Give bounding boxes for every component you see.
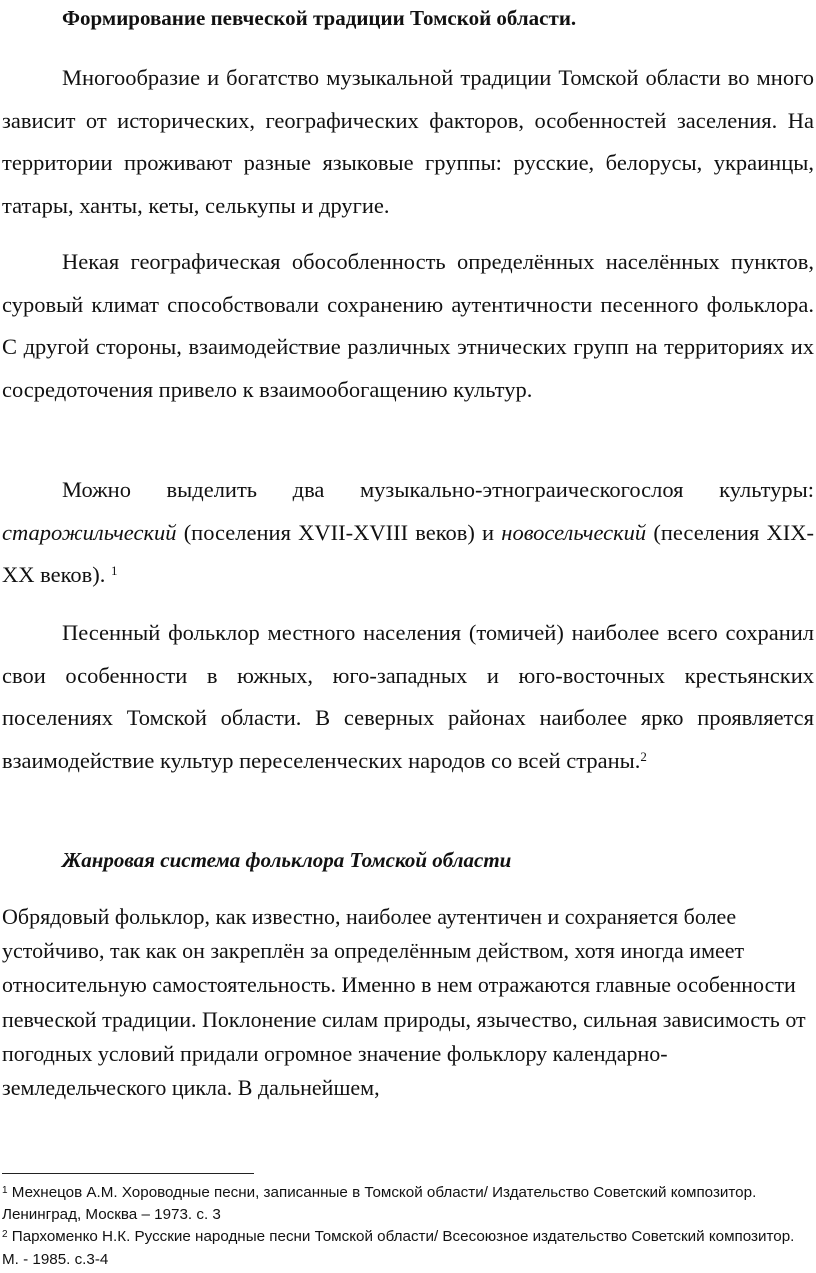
footnote-number: 1 <box>2 1185 8 1196</box>
paragraph-text: Песенный фольклор местного населения (томичей) наиболее всего сохранил свои особенности в южных, юго-западных и юго-восточных крестьянских поселениях Томской области. В северных районах наиболее ярко проявляется взаимодействие культур переселенческих народов со всей страны. <box>2 620 814 773</box>
footnote-item <box>2 1226 814 1270</box>
paragraph-ritual-folklore: Обрядовый фольклор, как известно, наиболее аутентичен и сохраняется более устойчиво, так как он закреплён за определённым действом, хотя иногда имеет относительную самостоятельность. Именно в нем отражаются главные особенности певческой традиции. Поклонение силам природы, язычество, сильная зависимость от погодных условий придали огромное значение фольклору календарно-земледельческого цикла. В дальнейшем, <box>2 904 806 1101</box>
footnote-number: 2 <box>2 1229 8 1241</box>
footnotes <box>2 1182 814 1271</box>
paragraph-culture-layers <box>2 469 814 597</box>
term-old-settlers: старожильческий <box>2 519 177 545</box>
footnote-reference[interactable]: 1 <box>111 563 118 579</box>
section-heading: Жанровая система фольклора Томской области <box>62 848 512 872</box>
paragraph-text: Можно выделить два музыкально-этнограическогослоя культуры: <box>62 477 814 502</box>
paragraph-text: (песеления XIX-XX веков). <box>2 519 814 588</box>
footnote-text: Мехнецов А.М. Хороводные песни, записанные в Томской области/ Издательство Советский композитор. Ленинград, Москва – 1973. с. 3 <box>2 1184 757 1224</box>
paragraph-diversity: Многообразие и богатство музыкальной традиции Томской области во много зависит от исторических, географических факторов, особенностей заселения. На территории проживают разные языковые группы: русские, белорусы, украинцы, татары, ханты, кеты, селькупы и другие. <box>2 65 814 218</box>
paragraph-text: (поселения XVII-XVIII веков) и <box>176 519 502 545</box>
footnote-text: Пархоменко Н.К. Русские народные песни Томской области/ Всесоюзное издательство Советский композитор. М. - 1985. с.3-4 <box>2 1228 795 1268</box>
term-new-settlers: новосельческий <box>501 519 647 545</box>
document-title: Формирование певческой традиции Томской области. <box>62 6 577 30</box>
paragraph-isolation: Некая географическая обособленность определённых населённых пунктов, суровый климат способствовали сохранению аутентичности песенного фольклора. С другой стороны, взаимодействие различных этнических групп на территориях их сосредоточения привело к взаимообогащению культур. <box>2 249 814 402</box>
footnote-separator <box>2 1173 254 1174</box>
paragraph-folklore-regions <box>2 612 814 782</box>
footnote-reference[interactable]: 2 <box>640 748 647 764</box>
footnote-item <box>2 1182 814 1226</box>
